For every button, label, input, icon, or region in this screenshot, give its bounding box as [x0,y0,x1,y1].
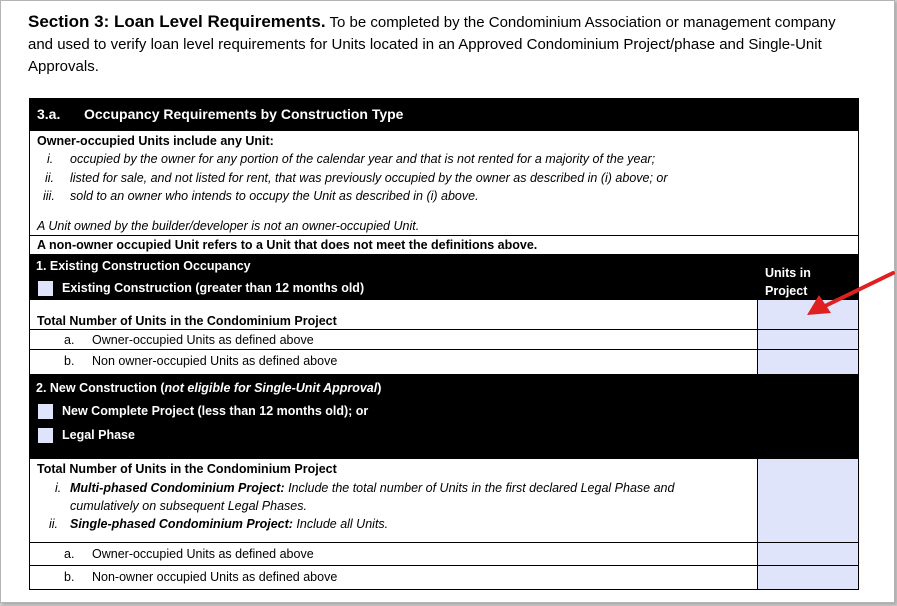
new-total-row [29,459,859,543]
new-row-b-label: Non-owner occupied Units as defined above [92,570,338,584]
existing-row-a-num: a. [64,333,75,347]
red-arrow-pointer-icon [801,269,897,319]
section-3a-header [29,98,859,131]
existing-checkbox-label: Existing Construction (greater than 12 months old) [62,281,365,295]
existing-row-b-num: b. [64,354,75,368]
owner-def-num-1: i. [47,152,54,166]
owner-def-item-2: listed for sale, and not listed for rent, that was previously occupied by the owner as described in (i) above; or [70,171,668,185]
existing-row-a [29,330,859,350]
owner-def-num-2: ii. [45,171,55,185]
section-title: Section 3: Loan Level Requirements. [28,12,326,31]
existing-heading: 1. Existing Construction Occupancy [36,259,251,273]
section-heading [28,11,858,78]
units-in-project-header: Units in Project [765,266,811,298]
new-sub-i-bold: Multi-phased Condominium Project: [70,481,285,495]
new-row-b-num: b. [64,570,75,584]
new-checkbox1-label: New Complete Project (less than 12 months old); or [62,404,369,418]
new-sub-ii-bold: Single-phased Condominium Project: [70,517,293,531]
owner-def-item-1: occupied by the owner for any portion of the calendar year and that is not rented for a majority of the year; [70,152,656,166]
new-heading-prefix: 2. New Construction ( [36,381,165,395]
new-owner-occupied-input[interactable] [758,543,859,566]
new-construction-header [29,375,859,459]
section-3a-number: 3.a. [37,106,61,122]
non-owner-note: A non-owner occupied Unit refers to a Unit that does not meet the definitions above. [37,238,538,252]
existing-checkbox-row [38,280,364,296]
new-complete-project-checkbox[interactable] [38,404,53,419]
new-sub-ii-num: ii. [49,517,59,531]
owner-def-heading: Owner-occupied Units include any Unit: [37,134,274,148]
new-heading-italic: not eligible for Single-Unit Approval [164,381,378,395]
new-heading [36,380,381,396]
existing-non-owner-input[interactable] [758,350,859,375]
owner-def-item-3: sold to an owner who intends to occupy the Unit as described in (i) above. [70,189,479,203]
owner-def-num-3: iii. [43,189,55,203]
legal-phase-checkbox[interactable] [38,428,53,443]
existing-row-b-label: Non owner-occupied Units as defined above [92,354,338,368]
non-owner-note-row [29,236,859,255]
builder-note: A Unit owned by the builder/developer is not an owner-occupied Unit. [37,219,420,233]
new-heading-suffix: ) [377,381,382,395]
section-intro: To be completed by the Condominium Association or management company and used to verify loan level requirements for Units located in an Approved Condominium Project/phase and Single-Unit Approvals. [28,14,836,75]
new-sub-i [70,480,674,496]
new-sub-i-text1: Include the total number of Units in the first declared Legal Phase and [288,481,675,495]
new-row-b [29,566,859,590]
new-row-a-label: Owner-occupied Units as defined above [92,547,314,561]
new-non-owner-input[interactable] [758,566,859,590]
existing-owner-occupied-input[interactable] [758,330,859,350]
new-row-a-num: a. [64,547,75,561]
section-3a-title: Occupancy Requirements by Construction Type [84,106,404,122]
owner-definition-box [29,131,859,236]
existing-total-label: Total Number of Units in the Condominium Project [37,314,337,328]
new-total-input[interactable] [758,459,859,543]
existing-row-a-label: Owner-occupied Units as defined above [92,333,314,347]
new-total-label: Total Number of Units in the Condominium Project [37,462,337,476]
existing-total-row [29,300,859,330]
new-checkbox2-label: Legal Phase [62,428,135,442]
existing-construction-header [29,255,859,300]
new-checkbox-row-1 [38,403,368,419]
new-sub-i-num: i. [55,481,62,495]
new-checkbox-row-2 [38,427,135,443]
existing-row-b [29,350,859,375]
new-sub-ii-text: Include all Units. [296,517,389,531]
new-sub-ii [70,516,388,532]
existing-construction-checkbox[interactable] [38,281,53,296]
new-sub-i-cont: cumulatively on subsequent Legal Phases. [70,499,307,513]
new-row-a [29,543,859,566]
